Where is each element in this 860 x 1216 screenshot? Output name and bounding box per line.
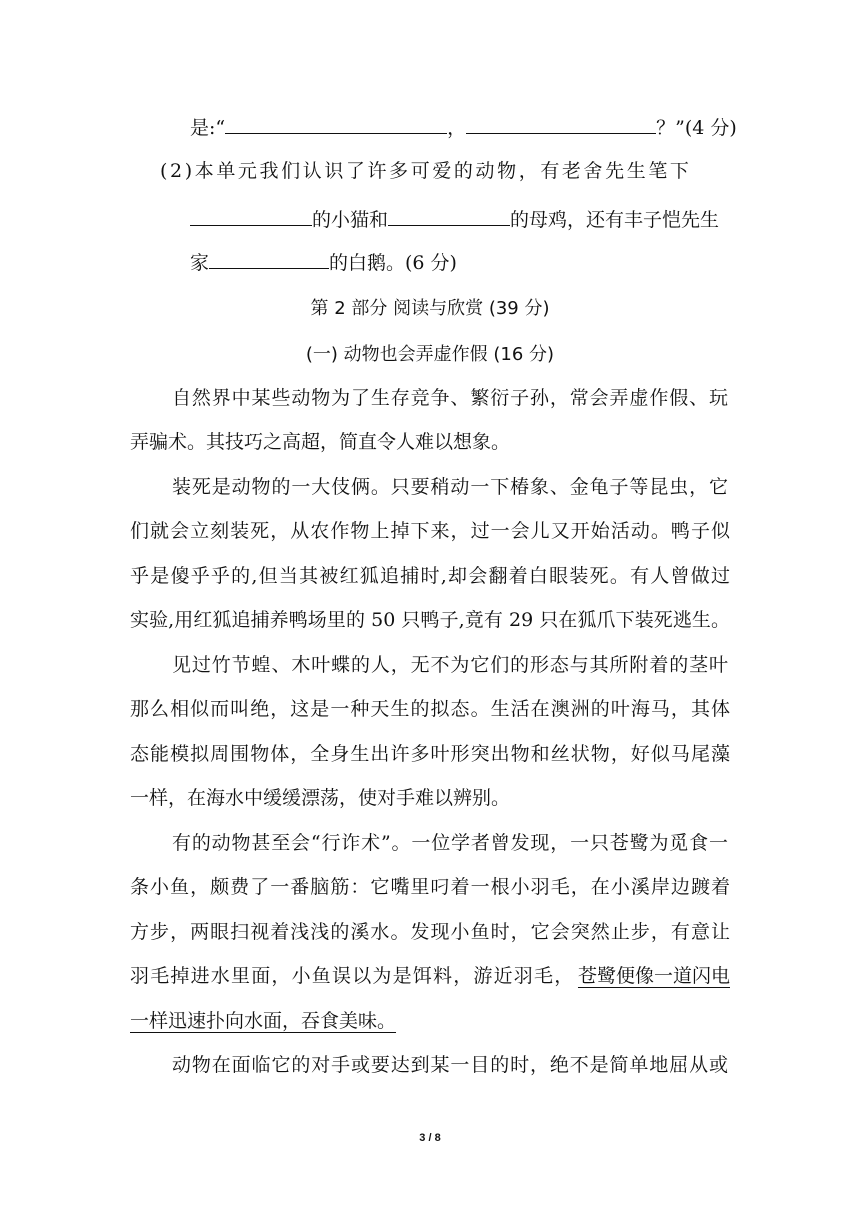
p3-line-3: 态能模拟周围物体，全身生出许多叶形突出物和丝状物，好似马尾藻 xyxy=(130,743,730,765)
passage-title: (一) 动物也会弄虚作假 (16 分) xyxy=(305,344,555,365)
q2-blank-cat[interactable] xyxy=(190,207,312,226)
p1-line-2: 弄骗术。其技巧之高超，简直令人难以想象。 xyxy=(130,431,511,453)
p4-line-2: 条小鱼，颇费了一番脑筋：它嘴里叼着一根小羽毛，在小溪岸边踱着 xyxy=(130,876,730,898)
p2-line-3: 乎是傻乎乎的,但当其被红狐追捕时,却会翻着白眼装死。有人曾做过 xyxy=(130,565,730,587)
p2-line-2: 们就会立刻装死，从农作物上掉下来，过一会儿又开始活动。鸭子似 xyxy=(130,520,730,542)
p3-line-2: 那么相似而叫绝，这是一种天生的拟态。生活在澳洲的叶海马，其体 xyxy=(130,698,730,720)
q1-blank-1[interactable] xyxy=(225,115,447,134)
q1-answer-line xyxy=(190,115,737,141)
p1-line-1: 自然界中某些动物为了生存竞争、繁衍子孙，常会弄虚作假、玩 xyxy=(172,387,728,409)
q2-line-2 xyxy=(190,207,719,233)
q2-blank-hen[interactable] xyxy=(388,207,510,226)
q1-prefix: 是:“ xyxy=(190,117,226,139)
q2-text-cat: 的小猫和 xyxy=(312,209,389,231)
q2-text-home: 家 xyxy=(190,252,210,274)
p5-line-1: 动物在面临它的对手或要达到某一目的时，绝不是简单地屈从或 xyxy=(172,1054,728,1076)
q2-line-1: (2)本单元我们认识了许多可爱的动物，有老舍先生笔下 xyxy=(160,160,692,182)
highlighted-sentence-part-2: 一样迅速扑向水面，吞食美味。 xyxy=(130,1010,397,1032)
section-heading: 第 2 部分 阅读与欣赏 (39 分) xyxy=(310,298,550,319)
q2-line-3 xyxy=(190,250,457,276)
q1-comma: ， xyxy=(447,117,467,139)
p3-line-1: 见过竹节蝗、木叶蝶的人，无不为它们的形态与其所附着的茎叶 xyxy=(172,654,728,676)
p4-line-4 xyxy=(130,963,730,989)
p2-line-4: 实验,用红狐追捕养鸭场里的 50 只鸭子,竟有 29 只在狐爪下装死逃生。 xyxy=(130,609,730,631)
p4-line-3: 方步，两眼扫视着浅浅的溪水。发现小鱼时，它会突然止步，有意让 xyxy=(130,921,730,943)
p4-line-1: 有的动物甚至会“行诈术”。一位学者曾发现，一只苍鹭为觅食一 xyxy=(172,832,728,854)
highlighted-sentence-part-1: 苍鹭便像一道闪电 xyxy=(577,965,730,987)
page-number: 3 / 8 xyxy=(419,1132,441,1144)
q2-text-hen: 的母鸡，还有丰子恺先生 xyxy=(510,209,720,231)
q2-text-goose: 的白鹅。(6 分) xyxy=(329,252,457,274)
q1-suffix: ？”(4 分) xyxy=(656,117,737,139)
q2-blank-goose[interactable] xyxy=(209,250,329,269)
p2-line-1: 装死是动物的一大伎俩。只要稍动一下椿象、金龟子等昆虫，它 xyxy=(172,476,728,498)
p3-line-4: 一样，在海水中缓缓漂荡，使对手难以辨别。 xyxy=(130,787,511,809)
q1-blank-2[interactable] xyxy=(466,115,656,134)
p4-line-4-plain: 羽毛掉进水里面，小鱼误以为是饵料，游近羽毛， xyxy=(130,965,575,987)
